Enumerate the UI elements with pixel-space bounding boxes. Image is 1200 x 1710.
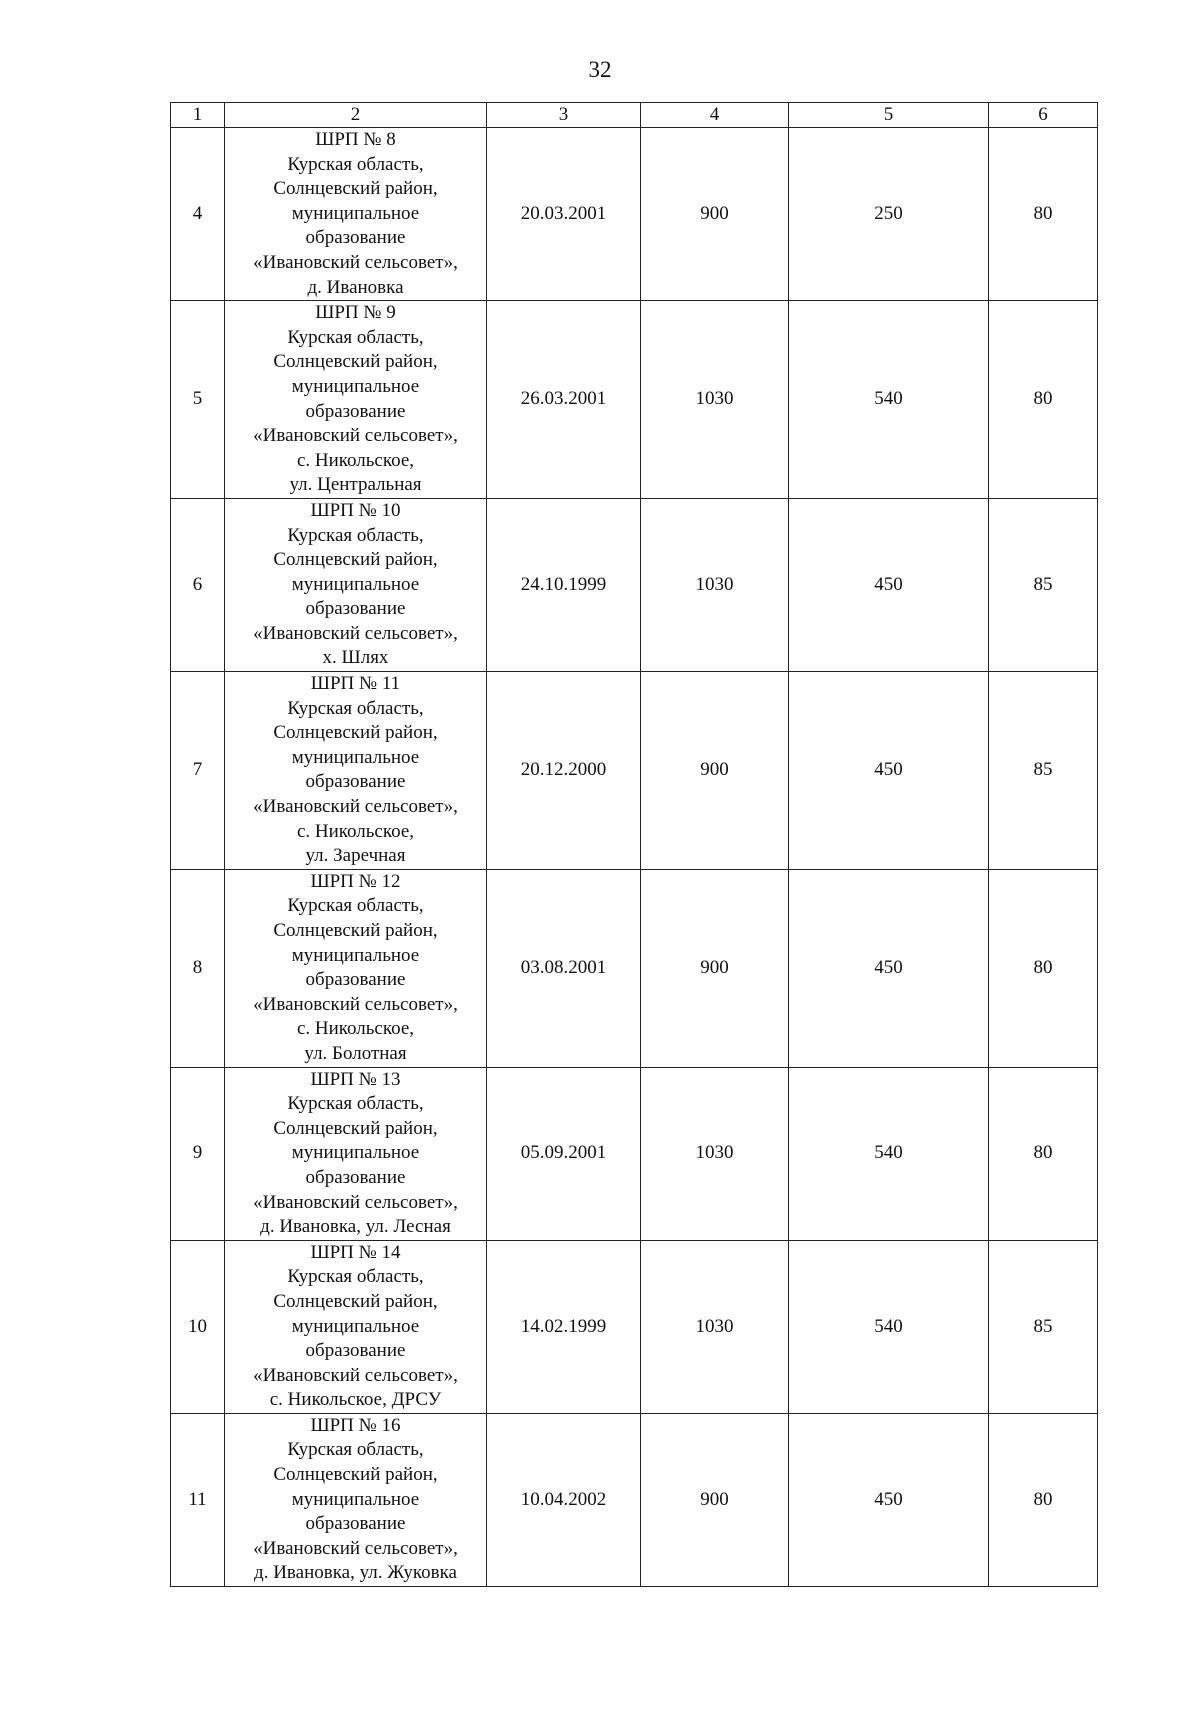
- address-line: д. Ивановка: [307, 276, 404, 298]
- column-5-cell: 450: [789, 1413, 989, 1586]
- row-number-cell: 4: [171, 128, 225, 301]
- column-6-cell: 80: [989, 869, 1098, 1067]
- header-cell-6: 6: [989, 103, 1098, 128]
- address-line: Курская область,: [287, 1439, 424, 1461]
- column-4-cell: 900: [641, 869, 789, 1067]
- address-line: «Ивановский сельсовет»,: [253, 1537, 458, 1559]
- table-header-row: [171, 103, 1098, 128]
- table-row: [171, 869, 1098, 1067]
- column-5-cell: 540: [789, 1240, 989, 1413]
- address-line: с. Никольское, ДРСУ: [269, 1389, 442, 1411]
- address-line: ШРП № 12: [310, 870, 401, 892]
- header-cell-3: 3: [487, 103, 641, 128]
- address-line: Солнцевский район,: [273, 178, 438, 200]
- column-5-cell: 540: [789, 1067, 989, 1240]
- address-line: х. Шлях: [322, 647, 389, 669]
- column-4-cell: 1030: [641, 301, 789, 499]
- table-row: [171, 1067, 1098, 1240]
- table-row: [171, 672, 1098, 870]
- date-cell: 26.03.2001: [487, 301, 641, 499]
- address-line: муниципальное: [291, 944, 420, 966]
- date-cell: 14.02.1999: [487, 1240, 641, 1413]
- address-line: Солнцевский район,: [273, 351, 438, 373]
- row-number-cell: 7: [171, 672, 225, 870]
- address-cell: [225, 1067, 487, 1240]
- address-line: ШРП № 16: [310, 1414, 401, 1436]
- page-number: 32: [588, 57, 612, 82]
- address-line: «Ивановский сельсовет»,: [253, 622, 458, 644]
- address-line: ШРП № 11: [310, 673, 401, 695]
- address-cell: [225, 1413, 487, 1586]
- address-line: образование: [305, 400, 406, 422]
- table-row: [171, 1240, 1098, 1413]
- address-line: «Ивановский сельсовет»,: [253, 796, 458, 818]
- header-cell-4: 4: [641, 103, 789, 128]
- column-6-cell: 80: [989, 1413, 1098, 1586]
- address-line: муниципальное: [291, 573, 420, 595]
- address-line: муниципальное: [291, 202, 420, 224]
- address-line: «Ивановский сельсовет»,: [253, 425, 458, 447]
- address-line: образование: [305, 1340, 406, 1362]
- address-line: с. Никольское,: [296, 820, 415, 842]
- address-line: с. Никольское,: [296, 1018, 415, 1040]
- address-line: Курская область,: [287, 153, 424, 175]
- column-6-cell: 85: [989, 1240, 1098, 1413]
- address-line: Солнцевский район,: [273, 920, 438, 941]
- address-line: ул. Заречная: [305, 845, 406, 867]
- address-line: образование: [305, 1513, 406, 1535]
- column-4-cell: 900: [641, 128, 789, 301]
- table-row: [171, 498, 1098, 671]
- column-5-cell: 450: [789, 498, 989, 671]
- table-body: [171, 128, 1098, 1587]
- address-line: ул. Болотная: [304, 1042, 407, 1064]
- address-line: ул. Центральная: [289, 474, 422, 496]
- column-6-cell: 80: [989, 128, 1098, 301]
- address-line: «Ивановский сельсовет»,: [253, 1191, 458, 1213]
- date-cell: 10.04.2002: [487, 1413, 641, 1586]
- address-line: ШРП № 10: [310, 499, 401, 521]
- address-line: муниципальное: [291, 1142, 420, 1164]
- address-cell: [225, 498, 487, 671]
- row-number-cell: 10: [171, 1240, 225, 1413]
- column-5-cell: 250: [789, 128, 989, 301]
- address-line: Курская область,: [287, 326, 424, 348]
- address-line: Курская область,: [287, 1266, 424, 1288]
- address-cell: [225, 672, 487, 870]
- address-line: Солнцевский район,: [273, 1117, 438, 1139]
- date-cell: 24.10.1999: [487, 498, 641, 671]
- address-line: Курская область,: [287, 524, 424, 546]
- address-line: Курская область,: [287, 895, 424, 917]
- row-number-cell: 8: [171, 869, 225, 1067]
- column-5-cell: 450: [789, 869, 989, 1067]
- address-line: Солнцевский район,: [273, 549, 438, 571]
- address-line: ШРП № 13: [310, 1068, 401, 1090]
- address-line: Солнцевский район,: [273, 1464, 438, 1486]
- table-row: [171, 128, 1098, 301]
- address-line: образование: [305, 771, 406, 793]
- address-line: «Ивановский сельсовет»,: [253, 993, 458, 1015]
- address-line: Солнцевский район,: [273, 1290, 438, 1312]
- date-cell: 03.08.2001: [487, 869, 641, 1067]
- address-cell: [225, 128, 487, 301]
- column-4-cell: 1030: [641, 1067, 789, 1240]
- table-row: [171, 1413, 1098, 1586]
- column-6-cell: 85: [989, 672, 1098, 870]
- column-4-cell: 1030: [641, 498, 789, 671]
- address-line: муниципальное: [291, 746, 420, 768]
- row-number-cell: 6: [171, 498, 225, 671]
- address-cell: [225, 869, 487, 1067]
- address-line: Курская область,: [287, 1093, 424, 1115]
- address-line: д. Ивановка, ул. Лесная: [260, 1216, 451, 1238]
- address-line: ШРП № 14: [310, 1241, 401, 1263]
- address-line: ШРП № 9: [315, 302, 396, 324]
- table-row: [171, 301, 1098, 499]
- address-line: Солнцевский район,: [273, 722, 438, 744]
- column-4-cell: 900: [641, 1413, 789, 1586]
- column-5-cell: 450: [789, 672, 989, 870]
- column-6-cell: 80: [989, 1067, 1098, 1240]
- address-line: «Ивановский сельсовет»,: [253, 251, 458, 273]
- row-number-cell: 11: [171, 1413, 225, 1586]
- column-5-cell: 540: [789, 301, 989, 499]
- address-line: образование: [305, 598, 406, 620]
- header-cell-2: 2: [225, 103, 487, 128]
- column-4-cell: 900: [641, 672, 789, 870]
- address-line: Курская область,: [287, 697, 424, 719]
- date-cell: 20.03.2001: [487, 128, 641, 301]
- address-cell: [225, 301, 487, 499]
- row-number-cell: 9: [171, 1067, 225, 1240]
- header-cell-1: 1: [171, 103, 225, 128]
- header-cell-5: 5: [789, 103, 989, 128]
- address-line: муниципальное: [291, 1488, 420, 1510]
- address-line: муниципальное: [291, 1315, 420, 1337]
- data-table: [170, 102, 1098, 1587]
- address-line: «Ивановский сельсовет»,: [253, 1364, 458, 1386]
- address-line: муниципальное: [291, 375, 420, 397]
- address-line: с. Никольское,: [296, 449, 415, 471]
- address-line: образование: [305, 1166, 406, 1188]
- address-line: ШРП № 8: [315, 129, 396, 150]
- address-line: образование: [305, 969, 406, 991]
- address-cell: [225, 1240, 487, 1413]
- date-cell: 05.09.2001: [487, 1067, 641, 1240]
- column-4-cell: 1030: [641, 1240, 789, 1413]
- column-6-cell: 80: [989, 301, 1098, 499]
- row-number-cell: 5: [171, 301, 225, 499]
- column-6-cell: 85: [989, 498, 1098, 671]
- address-line: образование: [305, 227, 406, 249]
- date-cell: 20.12.2000: [487, 672, 641, 870]
- address-line: д. Ивановка, ул. Жуковка: [254, 1562, 457, 1584]
